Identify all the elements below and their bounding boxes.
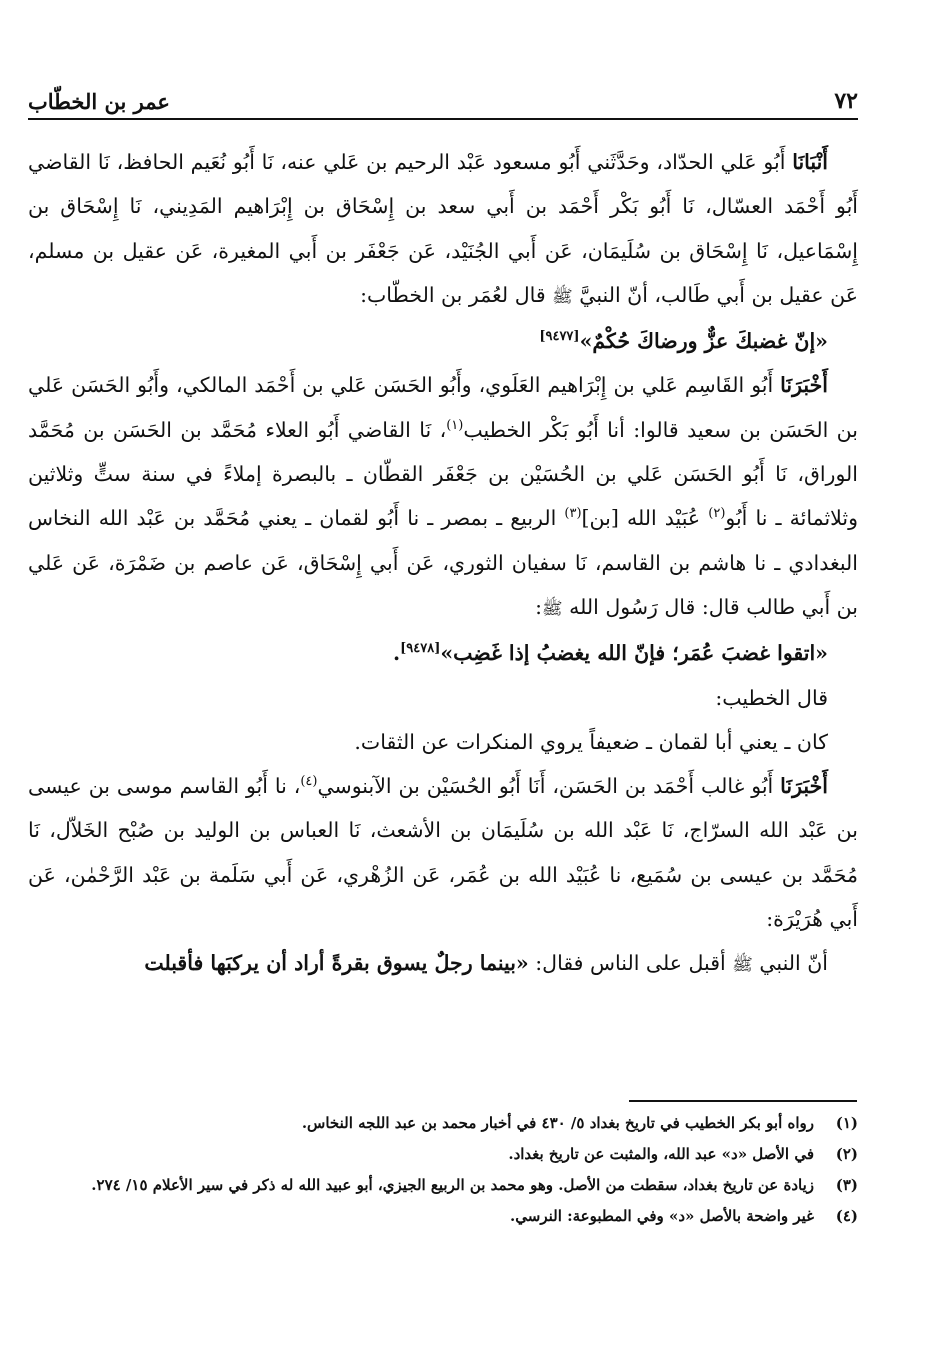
- footnote-label: (٢): [835, 1145, 858, 1163]
- hadith-number: [٩٤٧٧]: [539, 329, 580, 345]
- footnote-text: غير واضحة بالأصل «د» وفي المطبوعة: النرسي.: [510, 1207, 814, 1225]
- isnad-text: أَبُو عَلي الحدّاد، وحَدَّثَني أَبُو مسعود عَبْد الرحيم بن عَلي عنه، نَا أَبُو نُعَيم الحافظ، نَا القاضي أَبُو أَحْمَد العسّال، نَا أَبُو بَكْر أَحْمَد بن أَبي سعد بن إِسْحَاق بن إِبْرَاهيم المَدِيني، نَا إِسْحَاق بن إِسْمَاعيل، نَا إِسْحَاق بن سُلَيمَان، عَن أَبي الجُنَيْد، عَن جَعْفَر بن أَبي المغيرة، عَن عقيل بن مسلم، عَن عقيل بن أَبي طَالب، أنّ النبيَّ: [28, 150, 858, 307]
- running-title: عمر بن الخطّاب: [28, 89, 170, 114]
- isnad-paragraph-3: [28, 764, 858, 941]
- hadith-quote-2: [28, 631, 858, 675]
- hadith-text: «إنّ غضبكَ عزٌّ ورضاكَ حُكْمٌ»: [579, 329, 828, 354]
- isnad-text: عُبَيْد الله [بن]: [581, 506, 709, 531]
- footnote-ref-3[interactable]: (٣): [564, 506, 582, 522]
- honorific-symbol: ﷺ: [552, 286, 573, 307]
- quote-end: .: [392, 641, 401, 666]
- hadith-number: [٩٤٧٨]: [400, 641, 441, 657]
- isnad-text: أَبُو غالب أَحْمَد بن الحَسَن، أَنَا أَبُو الحُسَيْن بن الآبنوسي: [317, 774, 781, 799]
- isnad-text: ، نا أَبُو القاسم موسى بن عيسى بن عَبْد الله السرّاج، نَا عَبْد الله بن سُلَيمَان بن الأشعث، نَا العباس بن الوليد بن صُبْح الخَلاّل، نَا مُحَمَّد بن عيسى بن سُمَيع، نا عُبَيْد الله بن عُمَر، عَن الزُهْري، عَن أَبي سَلَمة بن عَبْد الرَّحْمٰن، عَن أَبي هُرَيْرَة:: [28, 774, 858, 932]
- hadith-text: «بينما رجلٌ يسوق بقرةً أراد أن يركبَها فأقبلت: [144, 951, 529, 976]
- khatib-label: قال الخطيب:: [715, 685, 828, 710]
- footnote-label: (١): [835, 1114, 858, 1132]
- isnad-text-end: قال لعُمَر بن الخطّاب:: [360, 282, 553, 307]
- footnote: [28, 1139, 858, 1170]
- footnote: [28, 1201, 858, 1232]
- isnad-text: ، نَا القاضي أَبُو العلاء مُحَمَّد بن الحَسَن بن مُحَمَّد الوراق، نَا أَبُو الحَسَن عَلي بن الحُسَيْن بن جَعْفَر القطّان ـ بالبصرة إملاءً في سنة ستٍّ وثلاثين وثلاثمائة ـ نا أَبُو: [28, 417, 858, 531]
- running-head: [28, 80, 858, 114]
- footnote-text: رواه أبو بكر الخطيب في تاريخ بغداد ٥/ ٤٣٠ في أخبار محمد بن عبد اللجه النخاس.: [301, 1114, 814, 1132]
- transmission-opener: أَخْبَرَنَا: [780, 373, 828, 398]
- honorific-symbol: ﷺ: [542, 598, 563, 619]
- footnote: [28, 1170, 858, 1201]
- matn-paragraph: [28, 941, 858, 987]
- transmission-opener: أَخْبَرَنَا: [780, 774, 828, 799]
- footnote-ref-1[interactable]: (١): [446, 417, 464, 433]
- honorific-symbol: ﷺ: [732, 955, 753, 976]
- footnote-text: زيادة عن تاريخ بغداد، سقطت من الأصل. وهو محمد بن الربيع الجيزي، أبو عبيد الله له ذكر في سير الأعلام ١٥/ ٢٧٤.: [91, 1176, 814, 1194]
- isnad-paragraph-1: [28, 140, 858, 319]
- header-rule: [28, 118, 858, 120]
- isnad-text: أَبُو القَاسِم عَلي بن إِبْرَاهيم العَلَوي، وأَبُو الحَسَن عَلي بن أَحْمَد المالكي، وأَبُو الحَسَن عَلي بن الحَسَن بن سعيد قالوا: أنا أَبُو بَكْر الخطيب: [28, 373, 858, 442]
- footnote: [28, 1108, 858, 1139]
- footnote-label: (٣): [835, 1176, 858, 1194]
- footnote-ref-4[interactable]: (٤): [300, 774, 318, 790]
- matn-text: أنّ النبي: [752, 951, 828, 976]
- matn-text: أقبل على الناس فقال:: [528, 951, 733, 976]
- page-number: ٧٢: [834, 88, 858, 114]
- hadith-text: «اتقوا غضبَ عُمَر؛ فإنّ الله يغضبُ إذا غَضِب»: [440, 641, 828, 666]
- isnad-text: الربيع ـ بمصر ـ نا أَبُو لقمان ـ يعني مُحَمَّد بن عَبْد الله النخاس البغدادي ـ نا هاشم بن القاسم، نَا سفيان الثوري، عَن أَبي إِسْحَاق، عَن عاصم بن ضَمْرَة، عَن عَلي بن أَبي طالب قال: قال رَسُول الله: [28, 506, 858, 619]
- main-text: [28, 140, 858, 988]
- hadith-quote-1: [28, 319, 858, 363]
- footnote-ref-2[interactable]: (٢): [708, 506, 726, 522]
- isnad-text-end: :: [535, 594, 543, 619]
- footnote-text: في الأصل «د» عبد الله، والمثبت عن تاريخ بغداد.: [508, 1145, 814, 1163]
- footnotes: [28, 1108, 858, 1232]
- isnad-paragraph-2: [28, 363, 858, 631]
- khatib-comment: كان ـ يعني أبا لقمان ـ ضعيفاً يروي المنكرات عن الثقات.: [354, 729, 828, 754]
- footnote-separator: [629, 1100, 857, 1102]
- transmission-opener: أَنْبَانَا: [792, 150, 828, 174]
- footnote-label: (٤): [835, 1207, 858, 1225]
